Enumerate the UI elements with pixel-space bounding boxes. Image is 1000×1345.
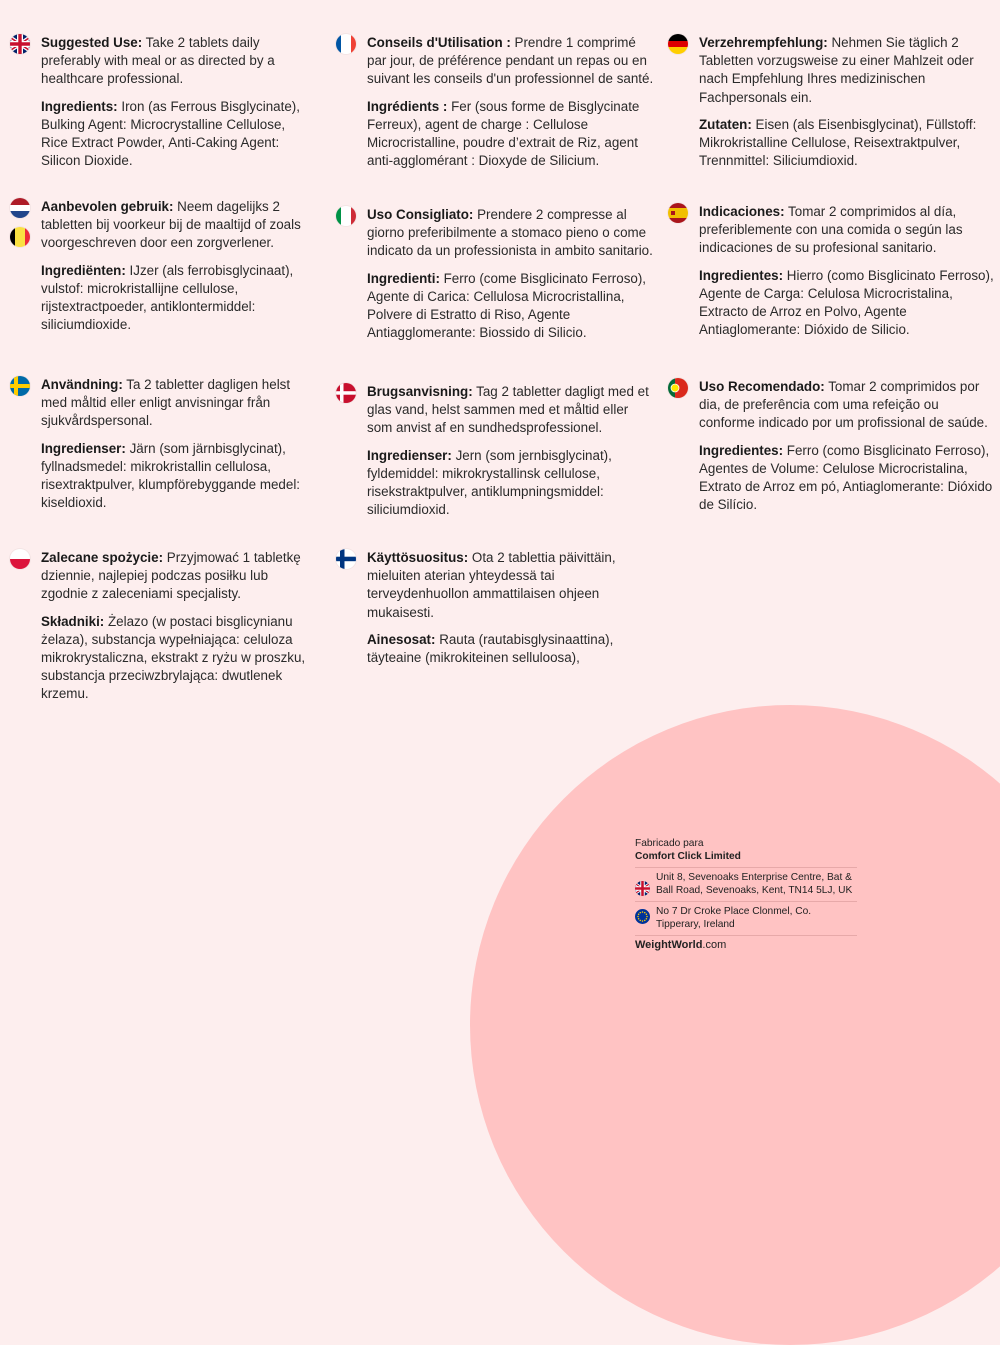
- section-text: [699, 34, 998, 170]
- italy-flag-icon: [336, 206, 356, 226]
- paragraph-text: IJzer (als ferrobisglycinaat), vulstof: microkristallijne cellulose, rijstextractpoeder, antiklontermiddel: siliciumdioxide.: [41, 262, 294, 333]
- section-text: [367, 383, 656, 519]
- label-section: [10, 549, 310, 713]
- paragraph-text: Take 2 tablets daily preferably with meal or as directed by a healthcare professional.: [41, 35, 275, 87]
- paragraph-label: Suggested Use:: [41, 35, 143, 50]
- flags: [668, 34, 690, 63]
- paragraph-text: Tomar 2 comprimidos al día, preferiblemente con una comida o según las indicaciones de su profesional sanitario.: [699, 204, 963, 256]
- ingredients-paragraph: [41, 440, 310, 513]
- paragraph-text: Ota 2 tablettia päivittäin, mieluiten aterian yhteydessä tai terveydenhuollon ammattilaisen ohjeen mukaisesti.: [367, 550, 616, 620]
- paragraph-text: Neem dagelijks 2 tabletten bij voorkeur bij de maaltijd of zoals voorgeschreven door een zorgverlener.: [41, 199, 301, 251]
- company-name: Comfort Click Limited: [635, 850, 741, 862]
- usage-paragraph: [367, 549, 656, 622]
- flags: [336, 549, 358, 578]
- paragraph-label: Indicaciones:: [699, 204, 785, 219]
- paragraph-label: Ingredientes:: [699, 442, 784, 458]
- ingredients-paragraph: [41, 98, 310, 171]
- paragraph-label: Ingredientes:: [699, 267, 784, 283]
- netherlands-flag-icon: [10, 198, 30, 218]
- paragraph-label: Användning:: [41, 377, 123, 392]
- section-text: [41, 198, 310, 334]
- usage-paragraph: [41, 549, 310, 604]
- paragraph-text: Järn (som järnbisglycinat), fyllnadsmedel: mikrokristallin cellulosa, risextraktpulver, klumpförebyggande medel: kiseldioxid.: [41, 440, 301, 511]
- section-text: [367, 549, 656, 667]
- poland-flag-icon: [10, 549, 30, 569]
- section-text: [699, 378, 998, 514]
- paragraph-label: Verzehrempfehlung:: [699, 35, 828, 50]
- paragraph-text: Przyjmować 1 tabletkę dziennie, najlepiej podczas posiłku lub zgodnie z zaleceniami specjalisty.: [41, 550, 301, 602]
- ingredients-paragraph: [367, 631, 656, 667]
- paragraph-text: Jern (som jernbisglycinat), fyldemiddel: mikrokrystallinsk cellulose, risekstraktpulver, antiklumpningsmiddel: siliciumdioxid.: [367, 447, 612, 518]
- paragraph-text: Fer (sous forme de Bisglycinate Ferreux), agent de charge : Cellulose Microcristalline, poudre d’extrait de Riz, agent anti-agglomérant : Dioxyde de Silicium.: [367, 98, 640, 169]
- ingredients-paragraph: [41, 262, 310, 335]
- section-text: [41, 34, 310, 170]
- finland-flag-icon: [336, 549, 356, 569]
- manufacturer-info: [635, 838, 857, 952]
- paragraph-text: Żelazo (w postaci bisglicynianu żelaza), substancja wypełniająca: celuloza mikrokrystaliczna, ekstrakt z ryżu w proszku, substancja przeciwzbrylająca: dwutlenek krzemu.: [41, 613, 306, 702]
- ingredients-paragraph: [699, 442, 998, 515]
- usage-paragraph: [367, 383, 656, 438]
- flags: [336, 206, 358, 235]
- paragraph-label: Zutaten:: [699, 116, 752, 132]
- uk-flag-icon: [10, 34, 30, 54]
- label-section: [668, 378, 998, 523]
- usage-paragraph: [367, 206, 656, 261]
- usage-paragraph: [41, 198, 310, 253]
- portugal-flag-icon: [668, 378, 688, 398]
- label-section: [10, 376, 310, 521]
- belgium-flag-icon: [10, 227, 30, 247]
- paragraph-text: Hierro (como Bisglicinato Ferroso), Agente de Carga: Celulosa Microcristalina, Extracto de Arroz en Polvo, Agente Antiaglomerante: Dióxido de Silicio.: [699, 267, 994, 338]
- germany-flag-icon: [668, 34, 688, 54]
- paragraph-text: Tomar 2 comprimidos por dia, de preferência com uma refeição ou conforme indicado por um profissional de saúde.: [699, 379, 988, 431]
- paragraph-label: Conseils d'Utilisation :: [367, 35, 511, 50]
- decorative-circle: [470, 705, 1000, 1345]
- paragraph-text: Nehmen Sie täglich 2 Tabletten vorzugsweise zu einer Mahlzeit oder nach Empfehlung Ihres medizinischen Fachpersonals ein.: [699, 35, 974, 105]
- label-section: [10, 34, 310, 179]
- ingredients-paragraph: [699, 267, 998, 340]
- ingredients-paragraph: [367, 270, 656, 343]
- paragraph-text: Ferro (como Bisglicinato Ferroso), Agentes de Volume: Celulose Microcristalina, Extrato de Arroz em pó, Antiaglomerante: Dióxido de Silício.: [699, 442, 993, 513]
- made-for-label: Fabricado para: [635, 838, 704, 849]
- paragraph-label: Ainesosat:: [367, 631, 436, 647]
- paragraph-label: Zalecane spożycie:: [41, 550, 164, 565]
- section-text: [367, 34, 656, 170]
- ingredients-paragraph: [41, 613, 310, 704]
- paragraph-label: Składniki:: [41, 613, 105, 629]
- uk-address-row: [635, 867, 857, 901]
- flags: [10, 198, 32, 256]
- paragraph-label: Ingrediënten:: [41, 262, 126, 278]
- paragraph-label: Ingredienser:: [367, 447, 452, 463]
- ingredients-paragraph: [699, 116, 998, 171]
- usage-paragraph: [367, 34, 656, 89]
- usage-paragraph: [699, 34, 998, 107]
- paragraph-text: Ferro (come Bisglicinato Ferroso), Agente di Carica: Cellulosa Microcristallina, Polvere di Estratto di Riso, Agente Antiagglomerante: Biossido di Silicio.: [367, 270, 647, 341]
- brand-domain: .com: [702, 939, 727, 951]
- label-section: [668, 34, 998, 179]
- paragraph-label: Ingredients:: [41, 98, 118, 114]
- sweden-flag-icon: [10, 376, 30, 396]
- paragraph-label: Ingrédients :: [367, 98, 448, 114]
- label-section: [336, 206, 656, 351]
- label-section: [336, 383, 656, 528]
- paragraph-text: Prendre 1 comprimé par jour, de préférence pendant un repas ou en suivant les conseils d'un professionnel de santé.: [367, 35, 654, 87]
- flags: [668, 378, 690, 407]
- denmark-flag-icon: [336, 383, 356, 403]
- paragraph-label: Käyttösuositus:: [367, 550, 469, 565]
- section-text: [41, 376, 310, 512]
- france-flag-icon: [336, 34, 356, 54]
- usage-paragraph: [41, 376, 310, 431]
- flags: [10, 549, 32, 578]
- label-section: [668, 203, 998, 348]
- section-text: [41, 549, 310, 704]
- ingredients-paragraph: [367, 447, 656, 520]
- paragraph-text: Prendere 2 compresse al giorno preferibilmente a stomaco pieno o come indicato da un professionista in ambito sanitario.: [367, 207, 653, 259]
- flags: [10, 376, 32, 405]
- paragraph-text: Rauta (rautabisglysinaattina), täyteaine (mikrokiteinen selluloosa),: [367, 631, 614, 666]
- paragraph-label: Uso Recomendado:: [699, 379, 825, 394]
- paragraph-text: Eisen (als Eisenbisglycinat), Füllstoff: Mikrokristalline Cellulose, Reisextraktpulver, Trennmittel: Siliciumdioxid.: [699, 116, 977, 169]
- brand-name: WeightWorld: [635, 939, 703, 951]
- uk-flag-icon: [635, 881, 650, 896]
- flags: [10, 34, 32, 63]
- ingredients-paragraph: [367, 98, 656, 171]
- usage-paragraph: [41, 34, 310, 89]
- brand-link[interactable]: [635, 935, 857, 952]
- spain-flag-icon: [668, 203, 688, 223]
- paragraph-label: Aanbevolen gebruik:: [41, 199, 174, 214]
- section-text: [367, 206, 656, 342]
- paragraph-label: Ingredienser:: [41, 440, 126, 456]
- uk-address: Unit 8, Sevenoaks Enterprise Centre, Bat & Ball Road, Sevenoaks, Kent, TN14 5LJ, UK: [656, 872, 853, 896]
- paragraph-text: Ta 2 tabletter dagligen helst med måltid eller enligt anvisningar från sjukvårdspersonal.: [41, 377, 291, 429]
- usage-paragraph: [699, 378, 998, 433]
- paragraph-label: Ingredienti:: [367, 270, 440, 286]
- flags: [336, 34, 358, 63]
- label-section: [336, 549, 656, 676]
- label-section: [10, 198, 310, 343]
- paragraph-label: Uso Consigliato:: [367, 207, 474, 222]
- paragraph-text: Iron (as Ferrous Bisglycinate), Bulking Agent: Microcrystalline Cellulose, Rice Extract Powder, Anti-Caking Agent: Silicon Dioxide.: [41, 98, 300, 169]
- flags: [668, 203, 690, 232]
- usage-paragraph: [699, 203, 998, 258]
- flags: [336, 383, 358, 412]
- section-text: [699, 203, 998, 339]
- paragraph-label: Brugsanvisning:: [367, 384, 473, 399]
- paragraph-text: Tag 2 tabletter dagligt med et glas vand, helst sammen med et måltid eller som anvist af en sundhedsprofessionel.: [367, 384, 649, 436]
- eu-address-row: [635, 901, 857, 935]
- ie-address: No 7 Dr Croke Place Clonmel, Co. Tipperary, Ireland: [656, 906, 812, 930]
- eu-flag-icon: [635, 909, 650, 924]
- label-section: [336, 34, 656, 179]
